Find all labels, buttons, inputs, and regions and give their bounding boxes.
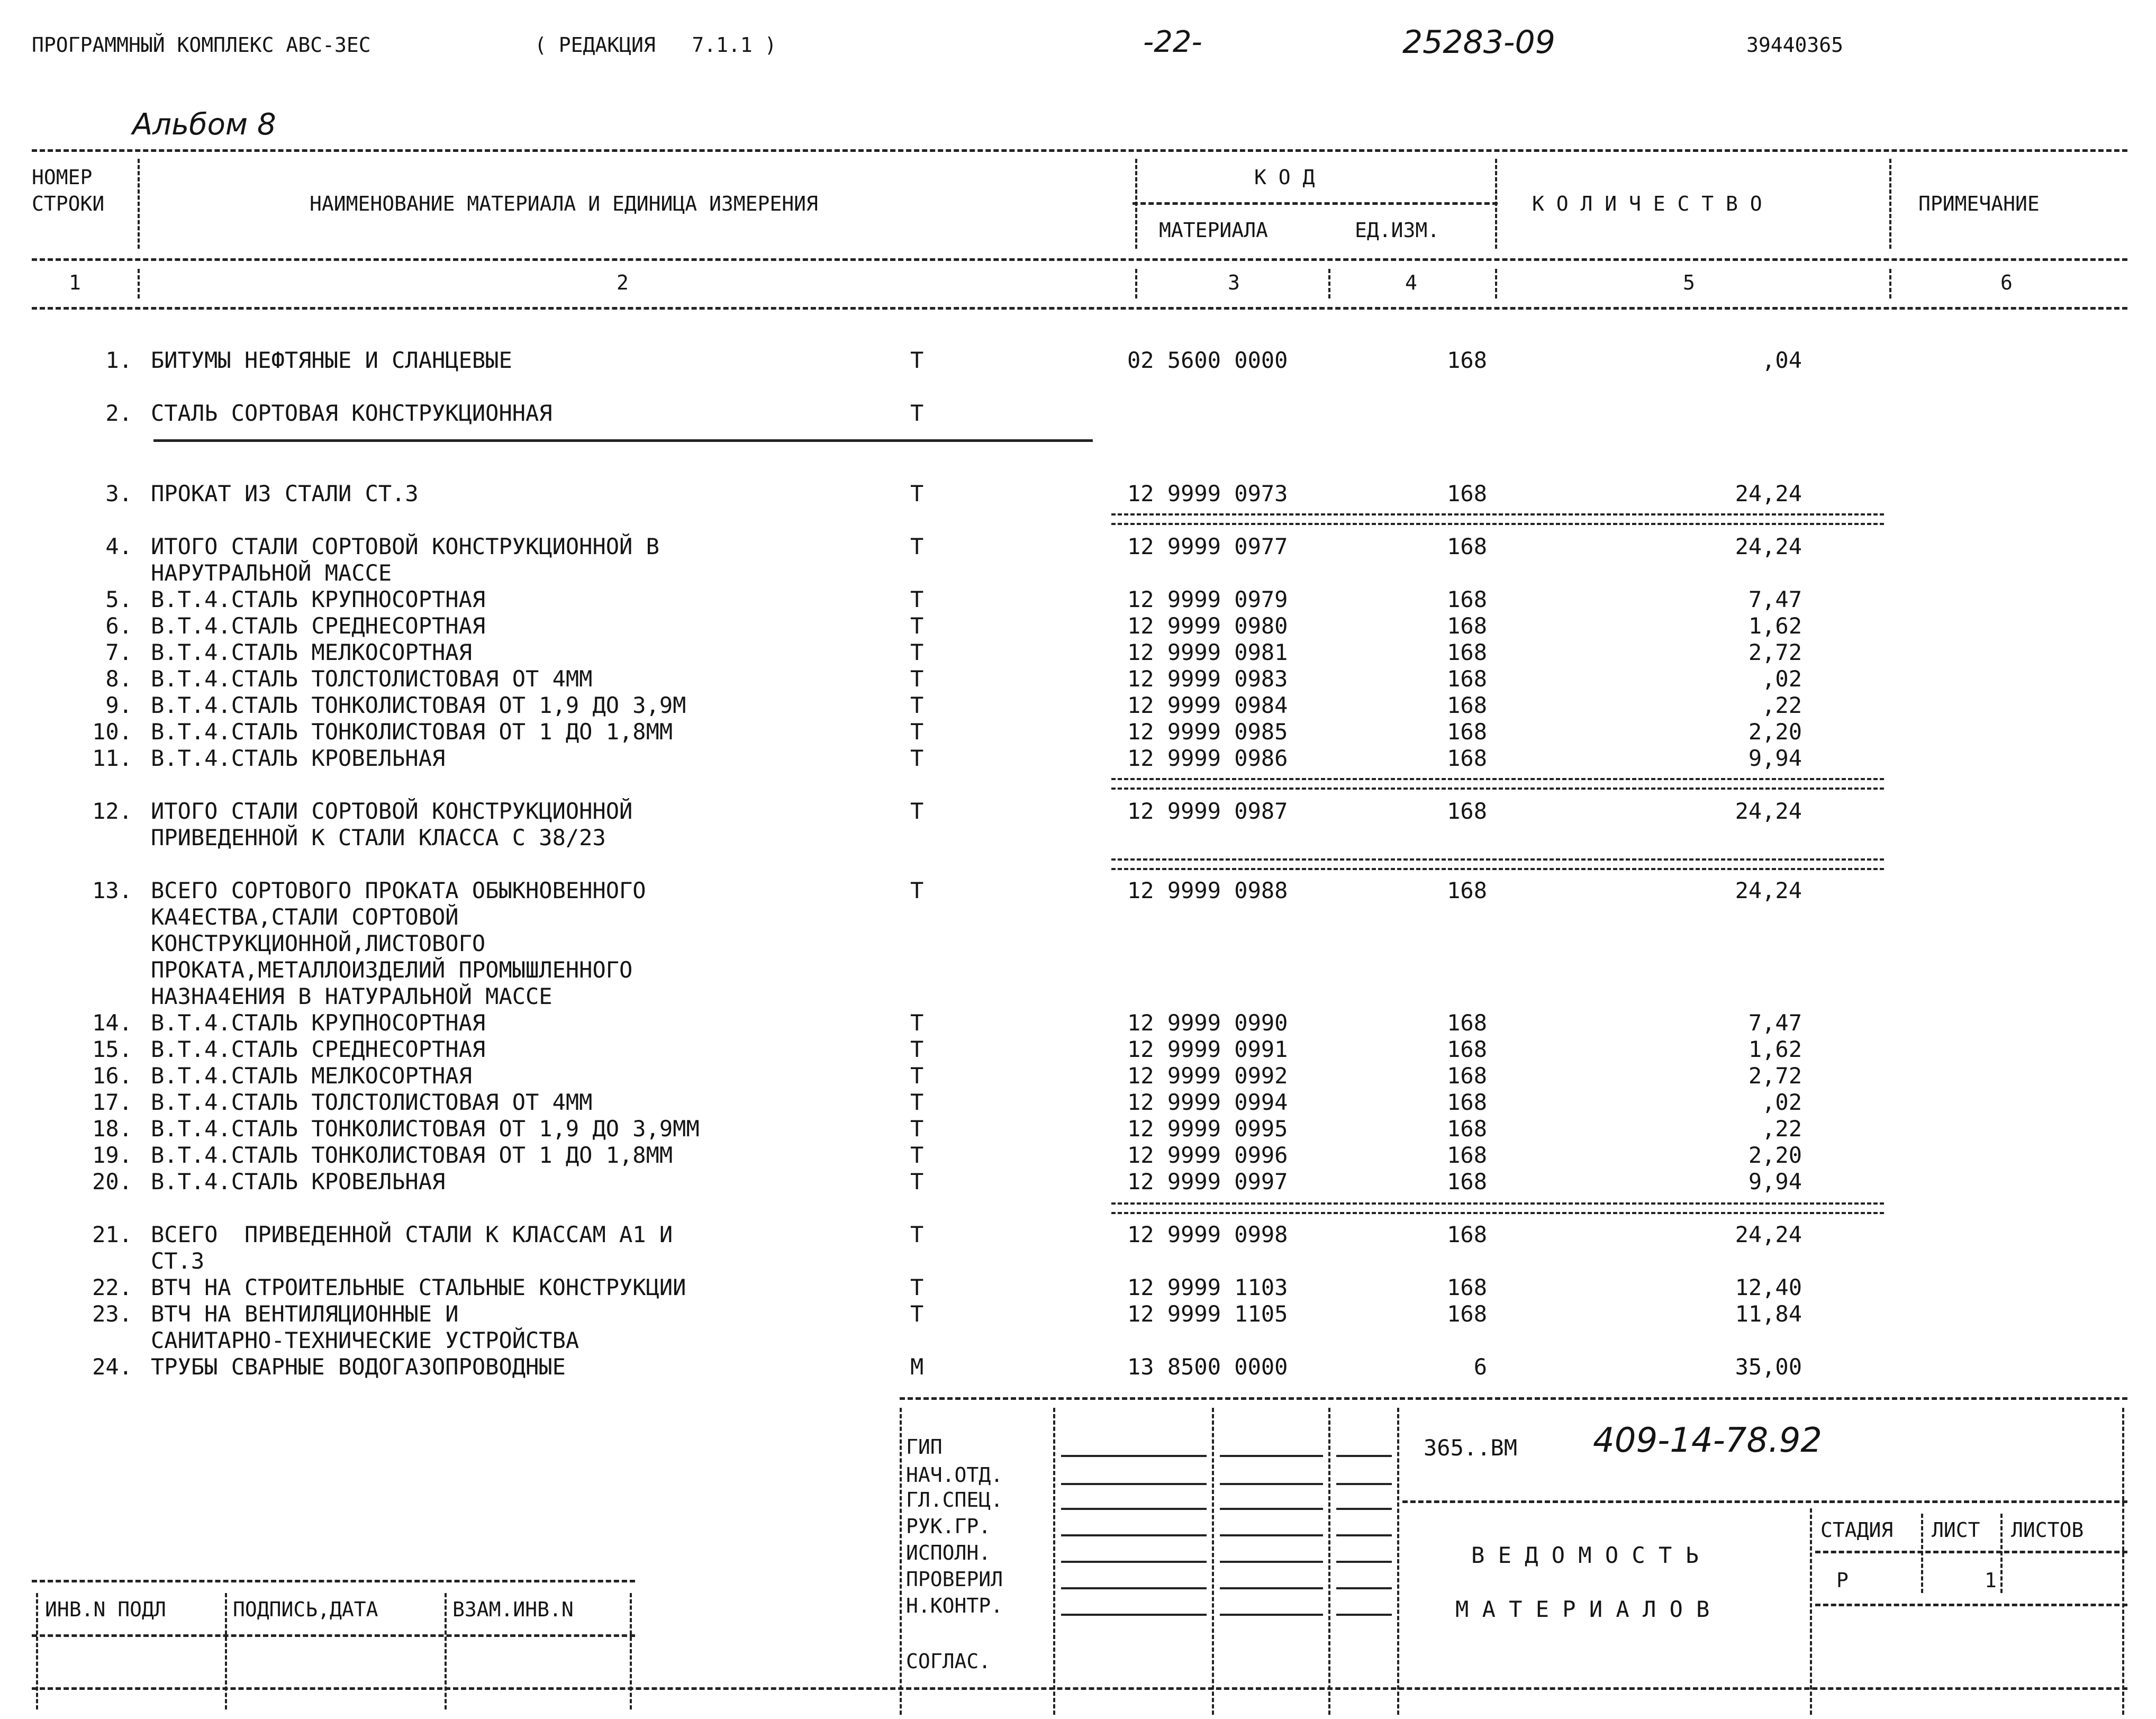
row-quantity: 35,00 (1735, 1354, 1802, 1380)
stamp-role: СОГЛАС. (906, 1650, 991, 1673)
row-number: 10. (92, 719, 132, 745)
signature-line (1061, 1614, 1207, 1616)
row-unit: Т (910, 1222, 924, 1247)
row-unit: М (910, 1354, 924, 1380)
row-unit: Т (910, 745, 924, 771)
header-sep-2 (1135, 159, 1137, 249)
inv-top-rule (32, 1580, 635, 1582)
row-quantity: ,22 (1762, 1116, 1802, 1142)
row-name: КОНСТРУКЦИОННОЙ,ЛИСТОВОГО (151, 930, 486, 956)
inv-mid-rule (32, 1634, 635, 1637)
row-unit: Т (910, 1116, 924, 1142)
stamp-stage-bottom-rule (1815, 1604, 2127, 1606)
stamp-role: НАЧ.ОТД. (906, 1463, 1003, 1487)
row-unit: Т (910, 347, 924, 373)
row-name: ИТОГО СТАЛИ СОРТОВОЙ КОНСТРУКЦИОННОЙ (151, 798, 633, 824)
row-unit-code: 168 (1447, 1142, 1487, 1168)
stamp-sep-stage (1810, 1508, 1812, 1715)
row-name: В.Т.4.СТАЛЬ КРУПНОСОРТНАЯ (151, 1010, 486, 1036)
row-unit-code: 168 (1447, 1089, 1487, 1115)
stamp-sheets-label: ЛИСТОВ (2011, 1518, 2084, 1542)
row-material-code: 12 9999 0984 (1127, 692, 1288, 718)
col-number-2: 2 (617, 271, 629, 294)
row-name: ПРИВЕДЕННОЙ К СТАЛИ КЛАССА С 38/23 (151, 825, 606, 851)
col1-title-line2: СТРОКИ (32, 192, 105, 215)
row-quantity: 1,62 (1748, 1036, 1802, 1062)
stamp-role: ГИП (906, 1435, 943, 1459)
double-rule-2 (1111, 778, 1884, 790)
row-name: В.Т.4.СТАЛЬ МЕЛКОСОРТНАЯ (151, 639, 472, 665)
row-quantity: 24,24 (1735, 1222, 1802, 1247)
vzam-label: ВЗАМ.ИНВ.N (452, 1598, 574, 1621)
row-quantity: 9,94 (1748, 1169, 1802, 1195)
row-unit: Т (910, 586, 924, 612)
row-name: САНИТАРНО-ТЕХНИЧЕСКИЕ УСТРОЙСТВА (151, 1327, 579, 1353)
row-name: В.Т.4.СТАЛЬ КРУПНОСОРТНАЯ (151, 586, 486, 612)
row-unit: Т (910, 1274, 924, 1300)
row-material-code: 12 9999 0981 (1127, 639, 1288, 665)
row-name: В.Т.4.СТАЛЬ СРЕДНЕСОРТНАЯ (151, 1036, 486, 1062)
quantity-title: К О Л И Ч Е С Т В О (1532, 192, 1762, 215)
row-quantity: 24,24 (1735, 798, 1802, 824)
col1-title-line1: НОМЕР (32, 166, 93, 189)
row-material-code: 12 9999 0977 (1127, 533, 1288, 559)
stamp-role: Н.КОНТР. (906, 1594, 1003, 1617)
signature-line (1336, 1455, 1392, 1457)
row-material-code: 12 9999 0980 (1127, 613, 1288, 639)
row-name: В.Т.4.СТАЛЬ ТОЛСТОЛИСТОВАЯ ОТ 4ММ (151, 666, 593, 692)
row-quantity: 11,84 (1735, 1301, 1802, 1327)
signature-line (1220, 1614, 1323, 1616)
row-unit: Т (910, 1063, 924, 1089)
signature-line (1061, 1587, 1207, 1589)
row-unit: Т (910, 1036, 924, 1062)
signature-line (1220, 1587, 1323, 1589)
row-quantity: ,02 (1762, 666, 1802, 692)
sign-date-label: ПОДПИСЬ,ДАТА (233, 1598, 378, 1621)
row-number: 17. (92, 1089, 132, 1115)
row-material-code: 12 9999 0991 (1127, 1036, 1288, 1062)
row-unit-code: 168 (1447, 347, 1487, 373)
stamp-top-rule (900, 1397, 2127, 1400)
row-unit: Т (910, 666, 924, 692)
row-unit: Т (910, 877, 924, 903)
row-unit: Т (910, 692, 924, 718)
code-title: К О Д (1254, 166, 1315, 189)
col2-title: НАИМЕНОВАНИЕ МАТЕРИАЛА И ЕДИНИЦА ИЗМЕРЕНИЯ (310, 192, 818, 215)
row-unit-code: 168 (1447, 1063, 1487, 1089)
row-number: 3. (105, 481, 132, 506)
program-edition: ( РЕДАКЦИЯ 7.1.1 ) (535, 33, 777, 57)
number-sep-4 (1495, 269, 1497, 298)
row-number: 13. (92, 877, 132, 903)
row-unit-code: 168 (1447, 1116, 1487, 1142)
row-name: ПРОКАТА,МЕТАЛЛОИЗДЕЛИЙ ПРОМЫШЛЕННОГО (151, 957, 633, 983)
stamp-sheet-value: 1 (1985, 1569, 1997, 1592)
row-number: 23. (92, 1301, 132, 1327)
signature-line (1336, 1587, 1392, 1589)
row-unit-code: 6 (1473, 1354, 1487, 1380)
signature-line (1061, 1455, 1207, 1457)
row-quantity: 24,24 (1735, 877, 1802, 903)
col-number-3: 3 (1228, 271, 1240, 294)
row-material-code: 12 9999 0990 (1127, 1010, 1288, 1036)
double-rule-4 (1111, 1202, 1884, 1214)
row-unit: Т (910, 639, 924, 665)
row-unit-code: 168 (1447, 1274, 1487, 1300)
row-name: В.Т.4.СТАЛЬ СРЕДНЕСОРТНАЯ (151, 613, 486, 639)
row-number: 9. (105, 692, 132, 718)
row-name: ТРУБЫ СВАРНЫЕ ВОДОГАЗОПРОВОДНЫЕ (151, 1354, 566, 1380)
row-quantity: 24,24 (1735, 533, 1802, 559)
row-material-code: 12 9999 0998 (1127, 1222, 1288, 1247)
row-unit-code: 168 (1447, 586, 1487, 612)
album-label: Альбом 8 (132, 107, 276, 142)
row-quantity: 1,62 (1748, 613, 1802, 639)
signature-line (1061, 1483, 1207, 1485)
row-quantity: 7,47 (1748, 586, 1802, 612)
row-unit: Т (910, 1089, 924, 1115)
section-rule (153, 439, 1093, 442)
row-material-code: 12 9999 1105 (1127, 1301, 1288, 1327)
doc-code: 39440365 (1746, 33, 1844, 57)
signature-line (1220, 1534, 1323, 1536)
row-unit-code: 168 (1447, 692, 1487, 718)
row-unit-code: 168 (1447, 719, 1487, 745)
header-sep-4 (1889, 159, 1891, 249)
row-number: 15. (92, 1036, 132, 1062)
row-material-code: 12 9999 0986 (1127, 745, 1288, 771)
inv-label: ИНВ.N ПОДЛ (45, 1598, 166, 1621)
row-name: СТ.3 (151, 1248, 205, 1274)
row-number: 7. (105, 639, 132, 665)
stamp-sep-sheets (2000, 1514, 2003, 1593)
stamp-sep-a (1053, 1408, 1055, 1715)
doc-number: 25283-09 (1402, 24, 1555, 61)
row-unit: Т (910, 400, 924, 426)
stamp-sep-sheet (1921, 1514, 1923, 1593)
row-number: 5. (105, 586, 132, 612)
row-unit-code: 168 (1447, 481, 1487, 506)
row-unit: Т (910, 798, 924, 824)
signature-line (1061, 1534, 1207, 1536)
row-unit: Т (910, 1010, 924, 1036)
stamp-title-rule (1402, 1500, 2127, 1503)
row-material-code: 12 9999 0996 (1127, 1142, 1288, 1168)
row-number: 20. (92, 1169, 132, 1195)
row-quantity: 2,20 (1748, 719, 1802, 745)
header-top-rule (32, 149, 2127, 152)
row-name: В.Т.4.СТАЛЬ ТОНКОЛИСТОВАЯ ОТ 1,9 ДО 3,9ММ (151, 1116, 700, 1142)
row-quantity: ,04 (1762, 347, 1802, 373)
double-rule-1 (1111, 513, 1884, 525)
row-number: 12. (92, 798, 132, 824)
row-number: 1. (105, 347, 132, 373)
row-name: ИТОГО СТАЛИ СОРТОВОЙ КОНСТРУКЦИОННОЙ В (151, 533, 659, 559)
row-quantity: ,02 (1762, 1089, 1802, 1115)
header-sep-3 (1495, 159, 1497, 249)
row-name: КА4ЕСТВА,СТАЛИ СОРТОВОЙ (151, 904, 459, 930)
row-number: 11. (92, 745, 132, 771)
number-sep-3 (1328, 269, 1330, 298)
row-unit: Т (910, 1169, 924, 1195)
row-unit-code: 168 (1447, 798, 1487, 824)
row-number: 14. (92, 1010, 132, 1036)
row-name: В.Т.4.СТАЛЬ МЕЛКОСОРТНАЯ (151, 1063, 472, 1089)
row-number: 18. (92, 1116, 132, 1142)
double-rule-3 (1111, 858, 1884, 870)
inv-sep-1 (225, 1593, 227, 1709)
row-number: 21. (92, 1222, 132, 1247)
stamp-sheet-label: ЛИСТ (1932, 1518, 1980, 1542)
stamp-sep-d (1397, 1408, 1399, 1715)
row-quantity: 7,47 (1748, 1010, 1802, 1036)
row-number: 19. (92, 1142, 132, 1168)
row-quantity: 12,40 (1735, 1274, 1802, 1300)
stamp-title-2: М А Т Е Р И А Л О В (1455, 1596, 1710, 1622)
stamp-role: ПРОВЕРИЛ (906, 1568, 1003, 1591)
number-sep-5 (1889, 269, 1891, 298)
stamp-stage-value: Р (1836, 1569, 1849, 1592)
row-name: НАРУТРАЛЬНОЙ МАССЕ (151, 560, 392, 586)
row-name: В.Т.4.СТАЛЬ ТОНКОЛИСТОВАЯ ОТ 1 ДО 1,8ММ (151, 719, 673, 745)
stamp-stage-rule (1815, 1551, 2127, 1553)
row-name: В.Т.4.СТАЛЬ ТОНКОЛИСТОВАЯ ОТ 1,9 ДО 3,9М (151, 692, 686, 718)
row-name: В.Т.4.СТАЛЬ ТОЛСТОЛИСТОВАЯ ОТ 4ММ (151, 1089, 593, 1115)
stamp-role: РУК.ГР. (906, 1515, 991, 1538)
row-quantity: ,22 (1762, 692, 1802, 718)
code-title-rule (1133, 202, 1498, 205)
inv-sep-2 (445, 1593, 447, 1709)
col-number-5: 5 (1683, 271, 1695, 294)
signature-line (1220, 1508, 1323, 1510)
stamp-ref: 365..ВМ (1424, 1435, 1518, 1461)
stamp-sep-c (1328, 1408, 1330, 1715)
row-unit: Т (910, 1142, 924, 1168)
row-material-code: 12 9999 0995 (1127, 1116, 1288, 1142)
row-number: 16. (92, 1063, 132, 1089)
row-material-code: 13 8500 0000 (1127, 1354, 1288, 1380)
row-unit: Т (910, 533, 924, 559)
row-material-code: 12 9999 0992 (1127, 1063, 1288, 1089)
code-unit-title: ЕД.ИЗМ. (1355, 219, 1440, 242)
stamp-right-edge (2122, 1408, 2124, 1715)
note-title: ПРИМЕЧАНИЕ (1918, 192, 2040, 215)
row-name: ВСЕГО ПРИВЕДЕННОЙ СТАЛИ К КЛАССАМ А1 И (151, 1222, 673, 1247)
row-quantity: 2,20 (1748, 1142, 1802, 1168)
stamp-left-edge (900, 1408, 902, 1715)
row-unit-code: 168 (1447, 1010, 1487, 1036)
signature-line (1336, 1614, 1392, 1616)
col-number-4: 4 (1405, 271, 1417, 294)
row-unit-code: 168 (1447, 1036, 1487, 1062)
stamp-role: ИСПОЛН. (906, 1541, 991, 1564)
row-unit: Т (910, 481, 924, 506)
row-number: 2. (105, 400, 132, 426)
number-sep-1 (138, 269, 140, 298)
signature-line (1336, 1561, 1392, 1563)
signature-line (1220, 1483, 1323, 1485)
row-unit-code: 168 (1447, 1301, 1487, 1327)
row-name: БИТУМЫ НЕФТЯНЫЕ И СЛАНЦЕВЫЕ (151, 347, 512, 373)
row-name: ВТЧ НА СТРОИТЕЛЬНЫЕ СТАЛЬНЫЕ КОНСТРУКЦИИ (151, 1274, 686, 1300)
page-bottom-rule (32, 1687, 2127, 1690)
row-unit-code: 168 (1447, 533, 1487, 559)
signature-line (1220, 1455, 1323, 1457)
row-name: В.Т.4.СТАЛЬ ТОНКОЛИСТОВАЯ ОТ 1 ДО 1,8ММ (151, 1142, 673, 1168)
signature-line (1336, 1534, 1392, 1536)
row-material-code: 12 9999 0985 (1127, 719, 1288, 745)
row-unit: Т (910, 613, 924, 639)
row-unit-code: 168 (1447, 1222, 1487, 1247)
stamp-stage-label: СТАДИЯ (1820, 1518, 1894, 1542)
row-number: 8. (105, 666, 132, 692)
signature-line (1061, 1561, 1207, 1563)
row-unit-code: 168 (1447, 1169, 1487, 1195)
row-quantity: 24,24 (1735, 481, 1802, 506)
row-name: СТАЛЬ СОРТОВАЯ КОНСТРУКЦИОННАЯ (151, 400, 552, 426)
inv-sep-0 (36, 1593, 38, 1709)
row-unit: Т (910, 1301, 924, 1327)
row-unit-code: 168 (1447, 613, 1487, 639)
row-unit: Т (910, 719, 924, 745)
signature-line (1061, 1508, 1207, 1510)
row-material-code: 12 9999 0988 (1127, 877, 1288, 903)
col-number-1: 1 (69, 271, 81, 294)
row-quantity: 2,72 (1748, 639, 1802, 665)
row-number: 6. (105, 613, 132, 639)
signature-line (1220, 1561, 1323, 1563)
stamp-role: ГЛ.СПЕЦ. (906, 1488, 1003, 1512)
row-unit-code: 168 (1447, 745, 1487, 771)
row-name: ВТЧ НА ВЕНТИЛЯЦИОННЫЕ И (151, 1301, 459, 1327)
row-name: В.Т.4.СТАЛЬ КРОВЕЛЬНАЯ (151, 745, 446, 771)
header-mid-rule (32, 258, 2127, 261)
stamp-project-number: 409-14-78.92 (1593, 1421, 1822, 1460)
row-material-code: 02 5600 0000 (1127, 347, 1288, 373)
row-name: ПРОКАТ ИЗ СТАЛИ СТ.3 (151, 481, 419, 506)
signature-line (1336, 1483, 1392, 1485)
row-material-code: 12 9999 0973 (1127, 481, 1288, 506)
row-material-code: 12 9999 1103 (1127, 1274, 1288, 1300)
stamp-sep-b (1212, 1408, 1214, 1715)
signature-line (1336, 1508, 1392, 1510)
row-quantity: 2,72 (1748, 1063, 1802, 1089)
row-material-code: 12 9999 0987 (1127, 798, 1288, 824)
stamp-title-1: В Е Д О М О С Т Ь (1471, 1542, 1699, 1568)
row-unit-code: 168 (1447, 639, 1487, 665)
code-material-title: МАТЕРИАЛА (1159, 219, 1268, 242)
page-number: -22- (1143, 25, 1202, 59)
row-number: 4. (105, 533, 132, 559)
inv-sep-3 (630, 1593, 632, 1709)
row-material-code: 12 9999 0994 (1127, 1089, 1288, 1115)
row-name: НАЗНА4ЕНИЯ В НАТУРАЛЬНОЙ МАССЕ (151, 983, 552, 1009)
row-material-code: 12 9999 0979 (1127, 586, 1288, 612)
header-sep-1 (138, 159, 140, 249)
header-bottom-rule (32, 307, 2127, 310)
row-name: В.Т.4.СТАЛЬ КРОВЕЛЬНАЯ (151, 1169, 446, 1195)
row-material-code: 12 9999 0983 (1127, 666, 1288, 692)
number-sep-2 (1135, 269, 1137, 298)
col-number-6: 6 (2000, 271, 2013, 294)
row-unit-code: 168 (1447, 877, 1487, 903)
row-material-code: 12 9999 0997 (1127, 1169, 1288, 1195)
row-quantity: 9,94 (1748, 745, 1802, 771)
program-name: ПРОГРАММНЫЙ КОМПЛЕКС АВС-3ЕС (32, 33, 371, 57)
row-name: ВСЕГО СОРТОВОГО ПРОКАТА ОБЫКНОВЕННОГО (151, 877, 646, 903)
row-number: 22. (92, 1274, 132, 1300)
row-unit-code: 168 (1447, 666, 1487, 692)
row-number: 24. (92, 1354, 132, 1380)
